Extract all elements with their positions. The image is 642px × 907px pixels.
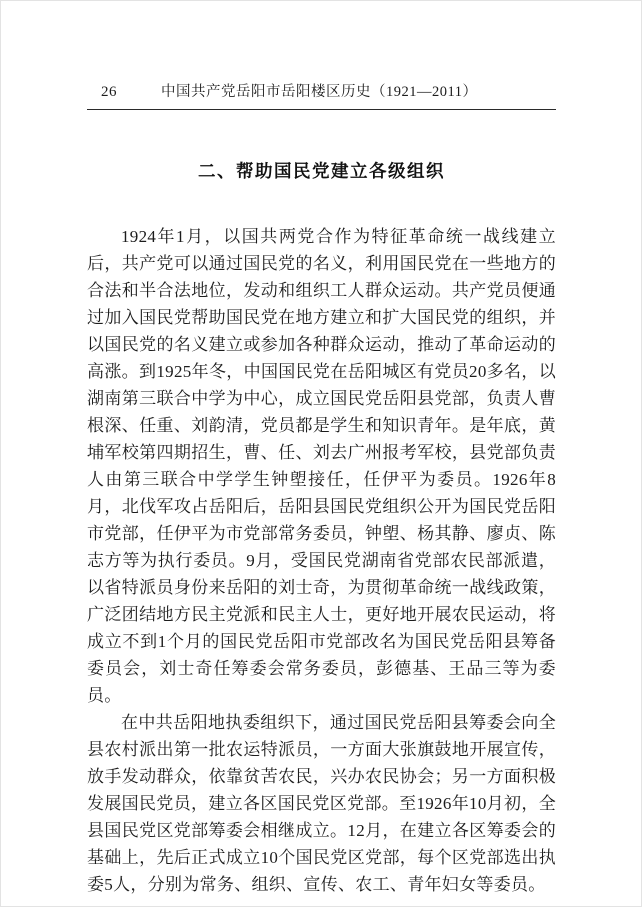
section-title: 二、帮助国民党建立各级组织 (198, 161, 445, 181)
body-text (87, 223, 556, 898)
page-content (87, 0, 556, 898)
paragraph-1: 1924年1月，以国共两党合作为特征革命统一战线建立后，共产党可以通过国民党的名义，利用国民党在一些地方的合法和半合法地位，发动和组织工人群众运动。共产党员便通过加入国民党帮助国民党在地方建立和扩大国民党的组织，并以国民党的名义建立或参加各种群众运动，推动了革命运动的高涨。到1925年冬，中国国民党在岳阳城区有党员20多名，以湖南第三联合中学为中心，成立国民党岳阳县党部，负责人曹根深、任重、刘韵清，党员都是学生和知识青年。是年底，黄埔军校第四期招生，曹、任、刘去广州报考军校，县党部负责人由第三联合中学学生钟塱接任，任伊平为委员。1926年8月，北伐军攻占岳阳后，岳阳县国民党组织公开为国民党岳阳市党部，任伊平为市党部常务委员，钟塱、杨其静、廖贞、陈志方等为执行委员。9月，受国民党湖南省党部农民部派遣，以省特派员身份来岳阳的刘士奇，为贯彻革命统一战线政策，广泛团结地方民主党派和民主人士，更好地开展农民运动，将成立不到1个月的国民党岳阳市党部改名为国民党岳阳县筹备委员会，刘士奇任筹委会常务委员，彭德基、王品三等为委员。 (87, 227, 556, 705)
header-rule (87, 109, 556, 110)
page-header (87, 80, 556, 101)
page-number: 26 (101, 84, 117, 100)
book-title: 中国共产党岳阳市岳阳楼区历史（1921—2011） (161, 84, 478, 100)
paragraph-2: 在中共岳阳地执委组织下，通过国民党岳阳县筹委会向全县农村派出第一批农运特派员，一方面大张旗鼓地开展宣传，放手发动群众，依靠贫苦农民，兴办农民协会；另一方面积极发展国民党员，建立各区国民党区党部。至1926年10月初，全县国民党区党部筹委会相继成立。12月，在建立各区筹委会的基础上，先后正式成立10个国民党区党部，每个区党部选出执委5人，分别为常务、组织、宣传、农工、青年妇女等委员。 (87, 713, 556, 894)
